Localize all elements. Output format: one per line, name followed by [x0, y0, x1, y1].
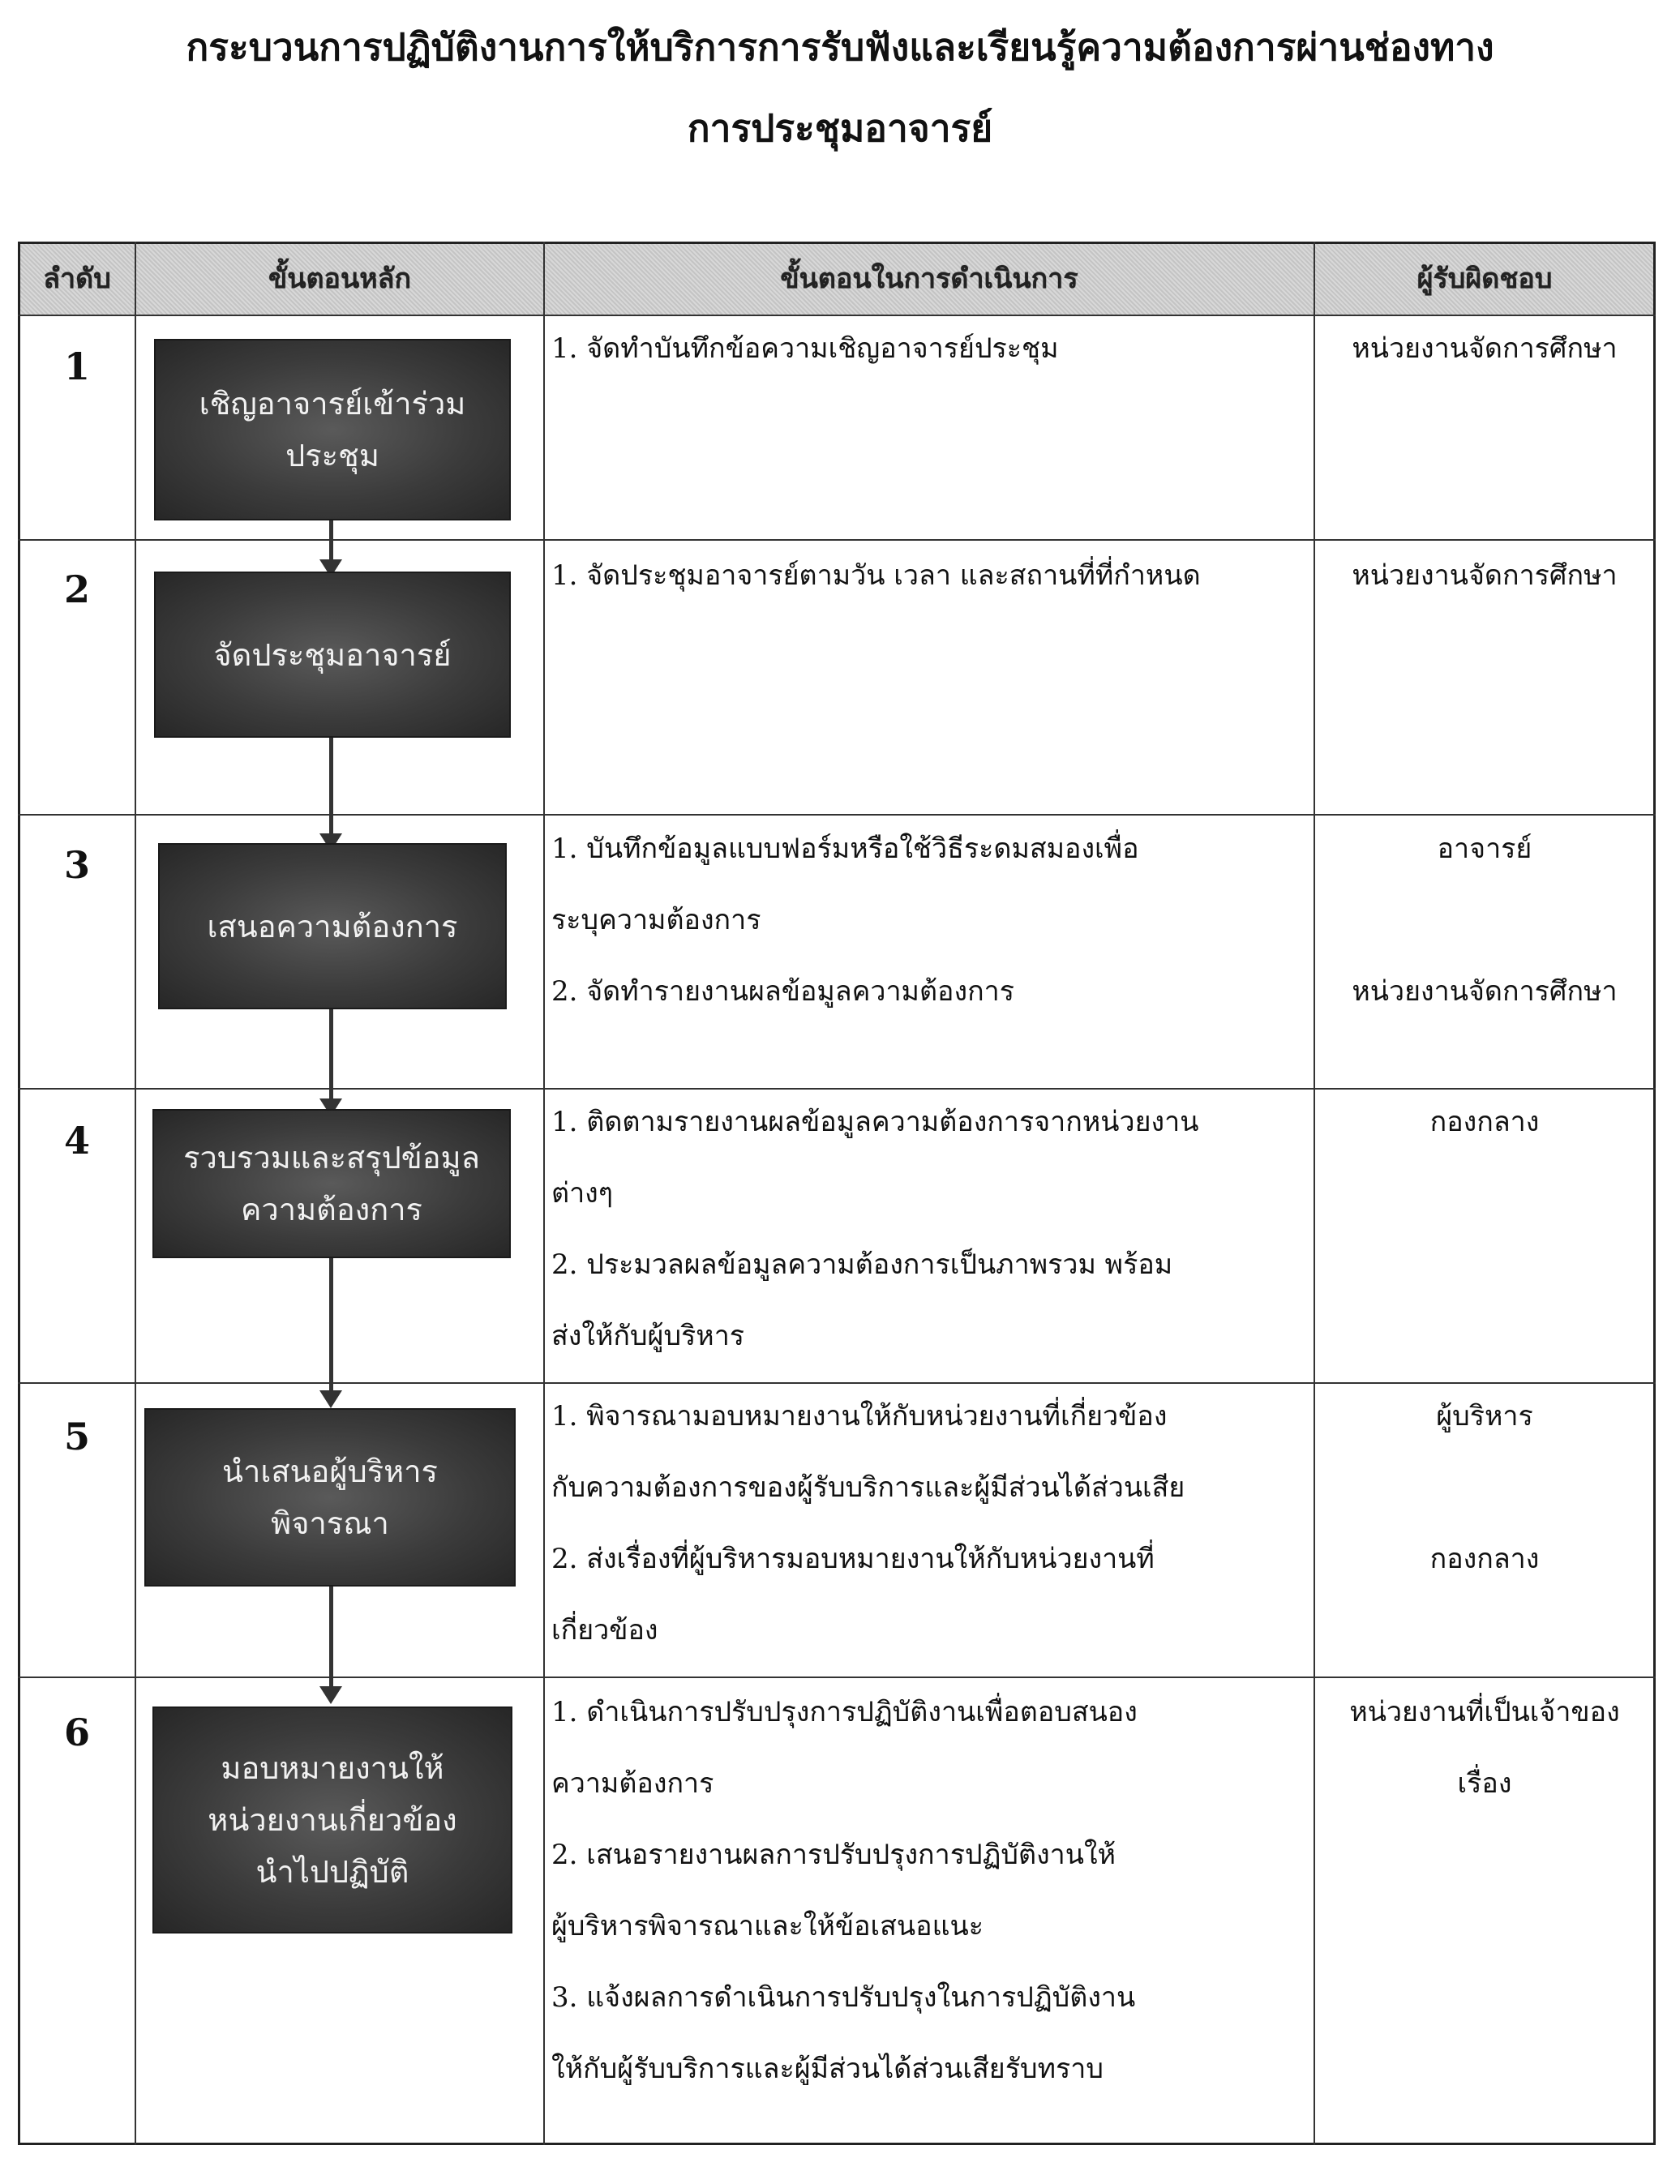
- row-divider: [18, 1382, 1656, 1384]
- arrow-head-icon: [319, 1390, 342, 1408]
- step-number: 4: [63, 1119, 90, 1163]
- row-divider: [18, 814, 1656, 816]
- flow-arrow: [329, 1258, 333, 1392]
- responsible-unit: เรื่อง: [1457, 1767, 1512, 1800]
- header-divider: [18, 315, 1656, 316]
- row-divider: [18, 539, 1656, 541]
- procedure-line: ผู้บริหารพิจารณาและให้ข้อเสนอแนะ: [551, 1910, 984, 1942]
- procedure-line: 2. ประมวลผลข้อมูลความต้องการเป็นภาพรวม พร้อม: [551, 1248, 1173, 1281]
- procedure-line: ให้กับผู้รับบริการและผู้มีส่วนได้ส่วนเสียรับทราบ: [551, 2053, 1104, 2085]
- responsible-unit: ผู้บริหาร: [1436, 1400, 1533, 1432]
- step-number: 2: [63, 567, 90, 611]
- procedure-line: 1. บันทึกข้อมูลแบบฟอร์มหรือใช้วิธีระดมสมองเพื่อ: [551, 833, 1139, 865]
- flow-box: เสนอความต้องการ: [158, 843, 507, 1009]
- procedure-line: กับความต้องการของผู้รับบริการและผู้มีส่วนได้ส่วนเสีย: [551, 1471, 1185, 1504]
- procedure-line: ความต้องการ: [551, 1767, 714, 1800]
- flow-arrow: [329, 738, 333, 835]
- procedure-line: 1. จัดประชุมอาจารย์ตามวัน เวลา และสถานที่ที่กำหนด: [551, 559, 1201, 592]
- column-divider: [1314, 242, 1315, 2145]
- procedure-line: ต่างๆ: [551, 1177, 614, 1210]
- step-number: 6: [63, 1711, 90, 1754]
- procedure-line: ส่งให้กับผู้บริหาร: [551, 1320, 745, 1352]
- procedure-line: เกี่ยวข้อง: [551, 1614, 658, 1647]
- step-number: 5: [63, 1415, 90, 1458]
- flow-box: มอบหมายงานให้ หน่วยงานเกี่ยวข้อง นำไปปฏิบัติ: [152, 1707, 512, 1933]
- procedure-line: 1. จัดทำบันทึกข้อความเชิญอาจารย์ประชุม: [551, 332, 1059, 365]
- responsible-unit: หน่วยงานจัดการศึกษา: [1352, 975, 1618, 1008]
- procedure-line: 1. ติดตามรายงานผลข้อมูลความต้องการจากหน่วยงาน: [551, 1106, 1199, 1138]
- flow-box: นำเสนอผู้บริหาร พิจารณา: [144, 1408, 516, 1587]
- header-order: ลำดับ: [43, 263, 111, 295]
- procedure-line: 2. ส่งเรื่องที่ผู้บริหารมอบหมายงานให้กับหน่วยงานที่: [551, 1543, 1155, 1575]
- responsible-unit: หน่วยงานจัดการศึกษา: [1352, 332, 1618, 365]
- procedure-line: 2. จัดทำรายงานผลข้อมูลความต้องการ: [551, 975, 1015, 1008]
- header-responsible: ผู้รับผิดชอบ: [1416, 263, 1553, 295]
- arrow-head-icon: [319, 1686, 342, 1704]
- row-divider: [18, 1088, 1656, 1090]
- flow-box: จัดประชุมอาจารย์: [154, 572, 511, 738]
- step-number: 3: [63, 843, 90, 887]
- header-main-step: ขั้นตอนหลัก: [268, 263, 412, 295]
- row-divider: [18, 1677, 1656, 1678]
- page-title: กระบวนการปฏิบัติงานการให้บริการการรับฟังและเรียนรู้ความต้องการผ่านช่องทาง: [186, 25, 1494, 69]
- flow-arrow: [329, 1587, 333, 1688]
- responsible-unit: กองกลาง: [1429, 1106, 1540, 1138]
- responsible-unit: หน่วยงานที่เป็นเจ้าของ: [1349, 1696, 1620, 1728]
- procedure-line: 3. แจ้งผลการดำเนินการปรับปรุงในการปฏิบัติงาน: [551, 1981, 1136, 2014]
- responsible-unit: กองกลาง: [1429, 1543, 1540, 1575]
- responsible-unit: หน่วยงานจัดการศึกษา: [1352, 559, 1618, 592]
- step-number: 1: [63, 345, 90, 388]
- procedure-line: 1. ดำเนินการปรับปรุงการปฏิบัติงานเพื่อตอบสนอง: [551, 1696, 1138, 1728]
- column-divider: [543, 242, 545, 2145]
- flow-arrow: [329, 1009, 333, 1100]
- procedure-line: ระบุความต้องการ: [551, 904, 761, 936]
- flow-box: เชิญอาจารย์เข้าร่วม ประชุม: [154, 339, 511, 520]
- page-title-line-2: การประชุมอาจารย์: [687, 106, 993, 150]
- responsible-unit: อาจารย์: [1437, 833, 1532, 865]
- flow-arrow: [329, 520, 333, 561]
- procedure-line: 2. เสนอรายงานผลการปรับปรุงการปฏิบัติงานให้: [551, 1839, 1116, 1871]
- header-procedure: ขั้นตอนในการดำเนินการ: [780, 263, 1078, 295]
- column-divider: [135, 242, 136, 2145]
- procedure-line: 1. พิจารณามอบหมายงานให้กับหน่วยงานที่เกี่ยวข้อง: [551, 1400, 1168, 1432]
- flow-box: รวบรวมและสรุปข้อมูล ความต้องการ: [152, 1109, 511, 1258]
